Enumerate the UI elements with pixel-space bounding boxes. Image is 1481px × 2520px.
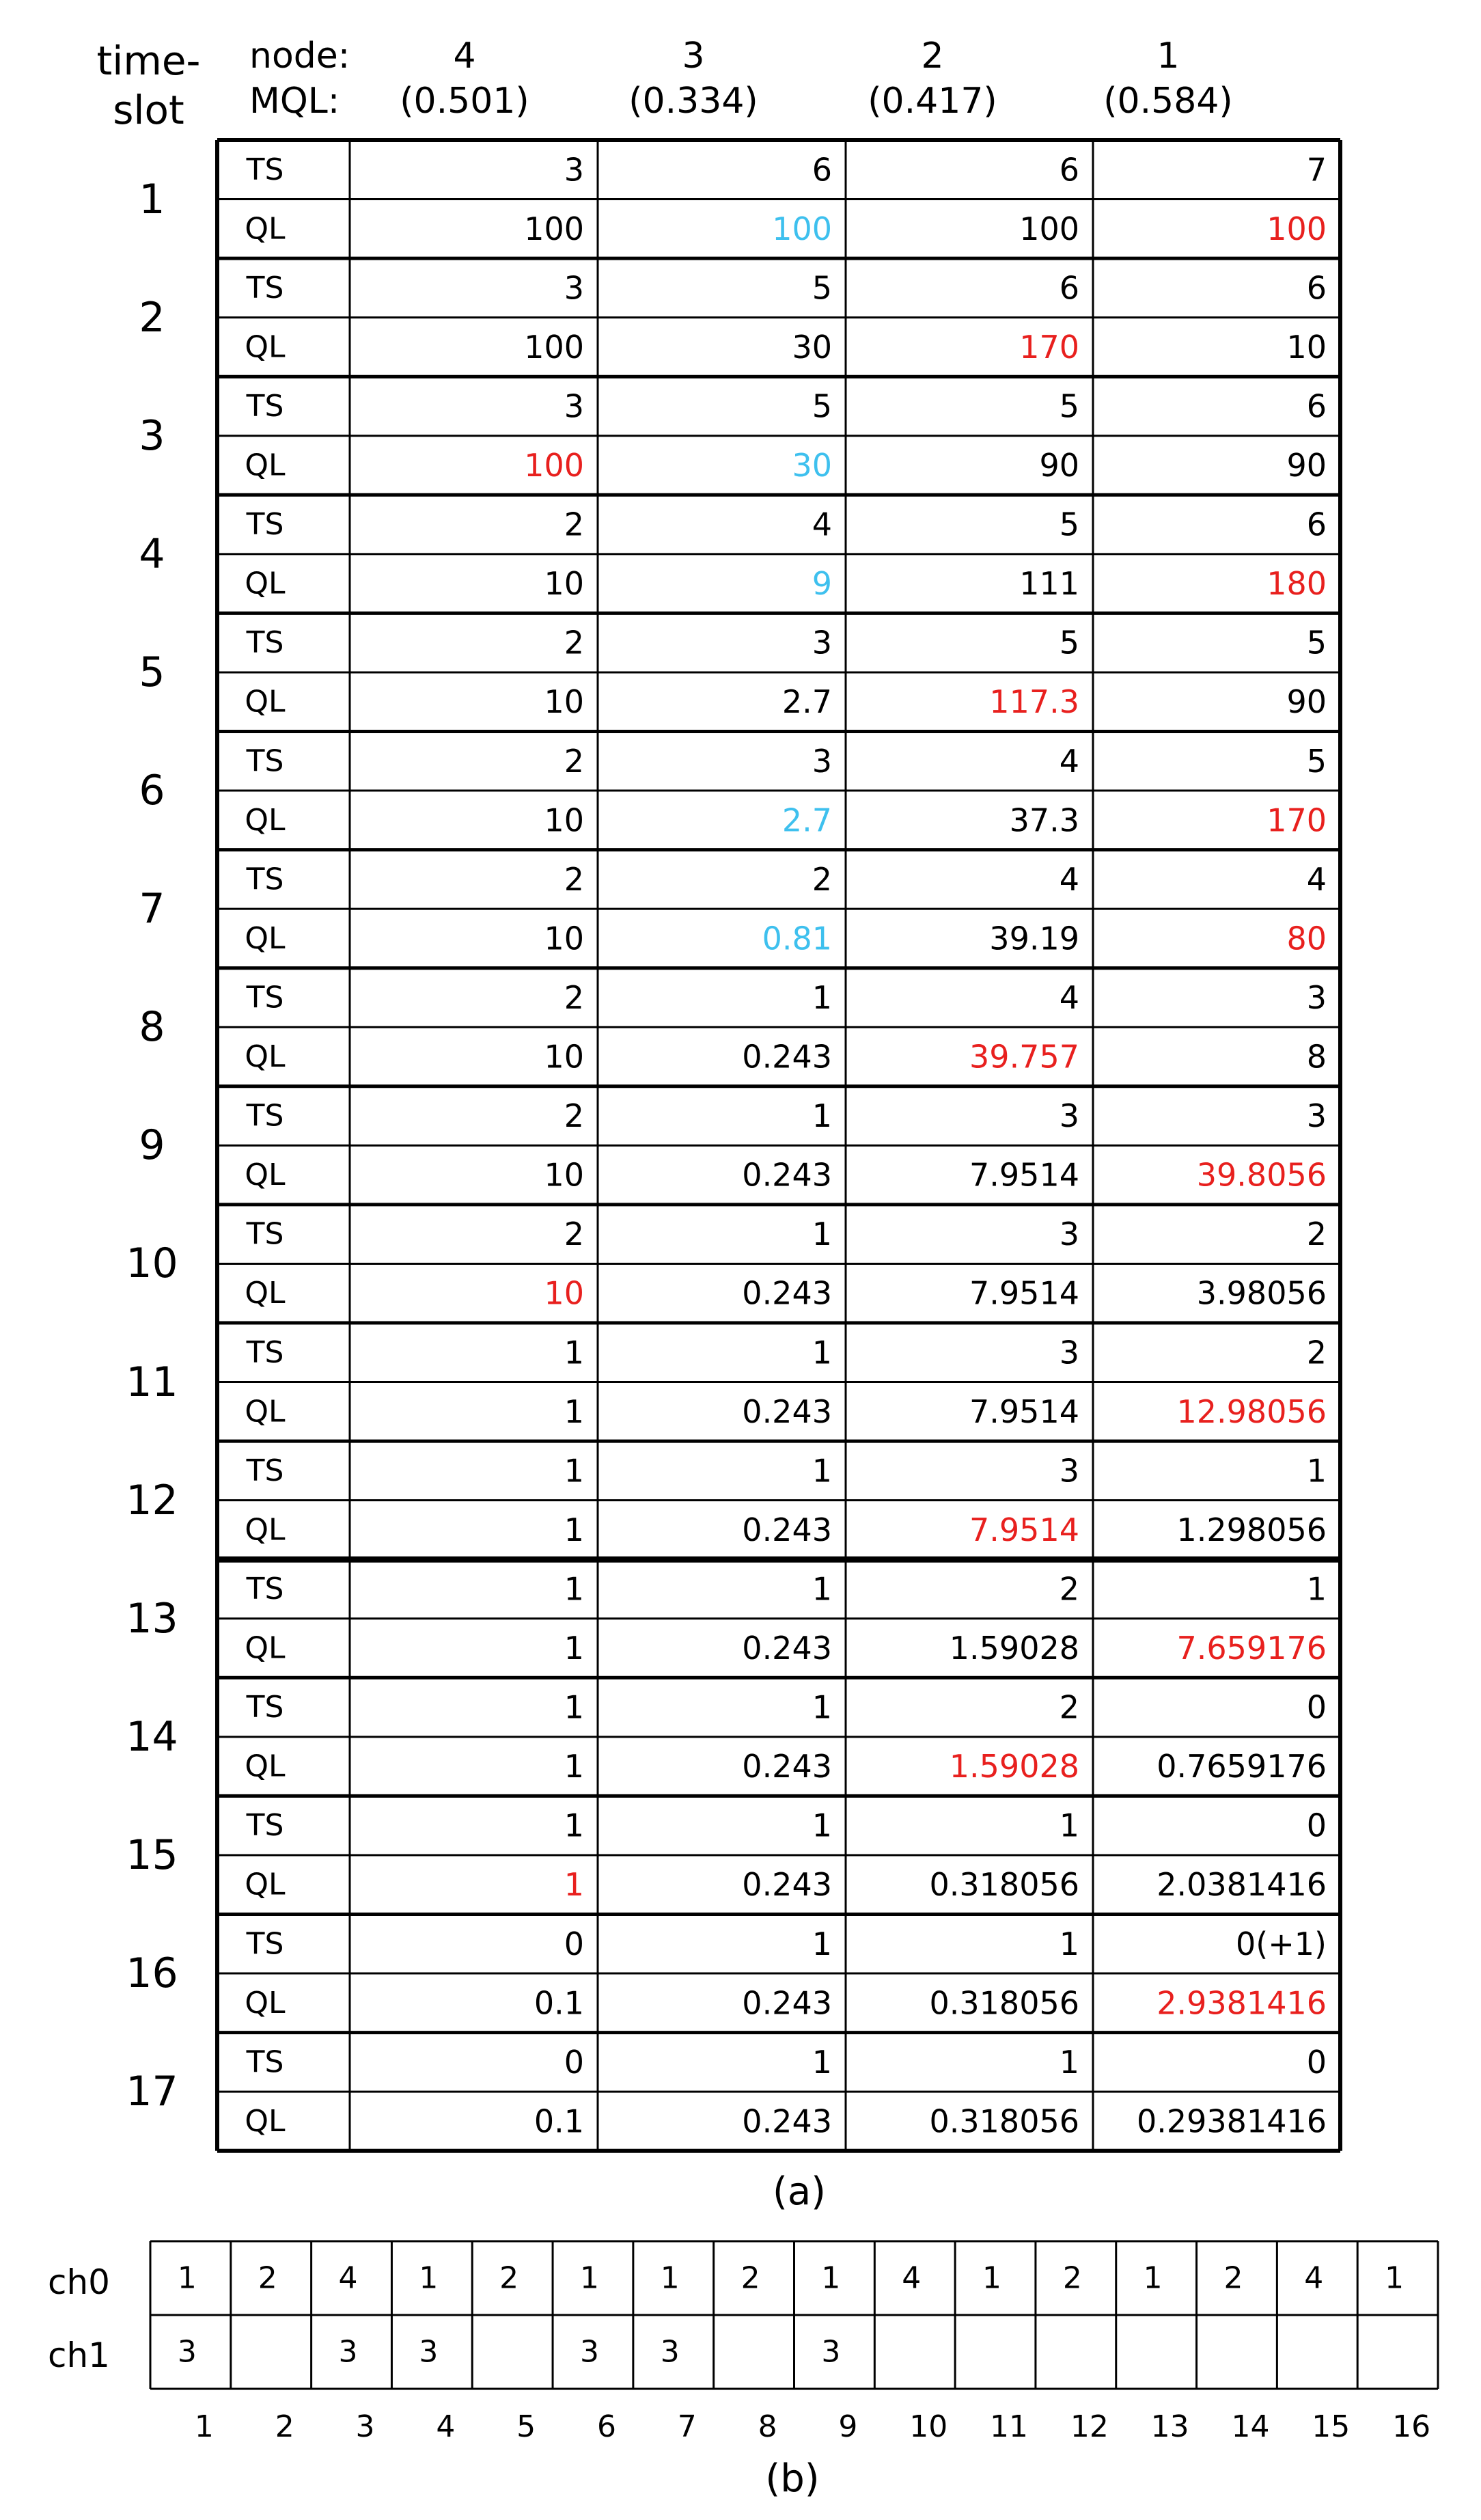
ts-cell: 3: [564, 387, 584, 425]
ch0-cell: 4: [1304, 2260, 1324, 2296]
ql-cell: 0.318056: [929, 2103, 1079, 2140]
ts-cell: 1: [812, 1688, 832, 1726]
ts-row-label: TS: [246, 1690, 284, 1725]
ts-cell: 6: [812, 151, 832, 189]
ts-cell: 5: [1306, 624, 1327, 661]
ts-cell: 2: [1306, 1216, 1327, 1253]
schedule-slot-index: 9: [838, 2409, 858, 2444]
ts-cell: 3: [564, 269, 584, 307]
schedule-slot-index: 10: [909, 2409, 948, 2444]
ch0-cell: 2: [1062, 2260, 1082, 2296]
ql-cell: 10: [544, 920, 584, 957]
ql-cell: 1: [564, 1630, 584, 1667]
ql-cell: 1: [564, 1748, 584, 1785]
ts-cell: 4: [1059, 860, 1079, 898]
ts-cell: 5: [1059, 387, 1079, 425]
timeslot-number: 3: [139, 411, 165, 460]
caption-b: (b): [765, 2456, 820, 2501]
ql-cell: 30: [792, 328, 832, 366]
ql-row-label: QL: [245, 684, 286, 720]
ql-cell: 1: [564, 1866, 584, 1904]
ch0-cell: 2: [740, 2260, 760, 2296]
ts-cell: 0: [564, 2043, 584, 2081]
ql-cell: 111: [1019, 565, 1079, 603]
ql-cell: 0.243: [742, 1748, 832, 1785]
ts-row-label: TS: [246, 1098, 284, 1134]
ts-row-label: TS: [246, 980, 284, 1015]
ql-cell: 10: [544, 565, 584, 603]
ts-cell: 2: [564, 978, 584, 1016]
ql-cell: 0.243: [742, 1156, 832, 1194]
ql-row-label: QL: [245, 211, 286, 247]
ts-cell: 1: [812, 1334, 832, 1371]
ql-cell: 1: [564, 1511, 584, 1548]
ts-cell: 1: [1306, 1570, 1327, 1608]
ch0-cell: 1: [660, 2260, 680, 2296]
ts-cell: 2: [564, 742, 584, 780]
ts-row-label: TS: [246, 1808, 284, 1844]
ql-cell: 0.243: [742, 1630, 832, 1667]
ql-row-label: QL: [245, 1867, 286, 1902]
ts-row-label: TS: [246, 1334, 284, 1370]
node-4-mql: (0.501): [400, 81, 529, 122]
node-3-label: 3: [682, 36, 705, 77]
ts-cell: 1: [1059, 1807, 1079, 1844]
ch1-cell: 3: [579, 2334, 599, 2370]
timeslot-number: 13: [126, 1594, 178, 1643]
ql-cell: 1.59028: [949, 1630, 1079, 1667]
ts-cell: 3: [1306, 1097, 1327, 1135]
ch0-cell: 1: [1143, 2260, 1163, 2296]
schedule-slot-index: 5: [516, 2409, 536, 2444]
ql-cell: 1.298056: [1176, 1511, 1327, 1548]
ts-cell: 5: [812, 269, 832, 307]
ts-cell: 1: [1059, 1925, 1079, 1962]
ts-cell: 4: [1059, 742, 1079, 780]
ql-row-label: QL: [245, 920, 286, 956]
ts-cell: 1: [812, 1216, 832, 1253]
ql-cell: 7.9514: [969, 1156, 1079, 1194]
timeslot-number: 9: [139, 1121, 165, 1170]
ql-cell: 0.243: [742, 1393, 832, 1430]
ql-cell: 2.9381416: [1157, 1984, 1327, 2022]
ch0-cell: 2: [1223, 2260, 1243, 2296]
ql-cell: 100: [772, 210, 832, 247]
ql-cell: 7.659176: [1176, 1630, 1327, 1667]
ql-cell: 0.318056: [929, 1866, 1079, 1904]
ql-cell: 0.243: [742, 1038, 832, 1076]
ql-row-label: QL: [245, 1630, 286, 1666]
ch0-cell: 2: [499, 2260, 519, 2296]
ql-cell: 100: [1019, 210, 1079, 247]
ch0-cell: 4: [338, 2260, 358, 2296]
ql-row-label: QL: [245, 1276, 286, 1311]
ts-cell: 2: [564, 506, 584, 543]
ql-cell: 0.243: [742, 1274, 832, 1312]
ts-cell: 1: [812, 2043, 832, 2081]
ql-cell: 90: [1286, 447, 1327, 484]
node-1-mql: (0.584): [1103, 81, 1233, 122]
ch0-cell: 1: [419, 2260, 439, 2296]
ql-cell: 0.7659176: [1157, 1748, 1327, 1785]
timeslot-number: 14: [126, 1712, 178, 1761]
ts-cell: 3: [1059, 1452, 1079, 1490]
node-label: node:: [249, 36, 350, 77]
schedule-slot-index: 3: [355, 2409, 375, 2444]
node-2-mql: (0.417): [868, 81, 997, 122]
schedule-slot-index: 4: [436, 2409, 456, 2444]
ts-cell: 1: [564, 1688, 584, 1726]
ts-cell: 6: [1306, 387, 1327, 425]
ql-row-label: QL: [245, 329, 286, 365]
ch0-label: ch0: [48, 2262, 110, 2302]
ql-row-label: QL: [245, 1985, 286, 2021]
ql-cell: 2.7: [781, 802, 832, 839]
ql-cell: 170: [1267, 802, 1327, 839]
timeslot-number: 11: [126, 1358, 178, 1406]
ts-cell: 6: [1306, 269, 1327, 307]
ts-cell: 3: [564, 151, 584, 189]
schedule-slot-index: 1: [194, 2409, 214, 2444]
schedule-slot-index: 12: [1070, 2409, 1109, 2444]
ql-cell: 0.243: [742, 1866, 832, 1904]
ql-cell: 37.3: [1009, 802, 1079, 839]
ts-cell: 6: [1059, 151, 1079, 189]
ql-cell: 39.757: [969, 1038, 1079, 1076]
ts-row-label: TS: [246, 1926, 284, 1962]
ts-cell: 6: [1306, 506, 1327, 543]
ts-cell: 5: [1059, 624, 1079, 661]
schedule-slot-index: 14: [1231, 2409, 1270, 2444]
timeslot-number: 16: [126, 1949, 178, 1998]
ch1-label: ch1: [48, 2336, 110, 2375]
schedule-slot-index: 7: [677, 2409, 697, 2444]
ts-cell: 0: [1306, 2043, 1327, 2081]
timeslot-number: 1: [139, 175, 165, 223]
ql-cell: 0.243: [742, 1984, 832, 2022]
ql-cell: 7.9514: [969, 1274, 1079, 1312]
schedule-slot-index: 6: [596, 2409, 616, 2444]
ts-cell: 2: [564, 1097, 584, 1135]
ql-row-label: QL: [245, 566, 286, 601]
ql-cell: 10: [544, 1038, 584, 1076]
caption-a: (a): [772, 2169, 826, 2214]
ql-cell: 10: [544, 683, 584, 721]
timeslot-number: 17: [126, 2068, 178, 2116]
ts-cell: 1: [564, 1807, 584, 1844]
ts-cell: 5: [812, 387, 832, 425]
timeslot-number: 12: [126, 1476, 178, 1524]
ch1-cell: 3: [338, 2334, 358, 2370]
ql-cell: 0.81: [762, 920, 832, 957]
ql-cell: 100: [1267, 210, 1327, 247]
timeslot-header-line1: time-: [96, 38, 201, 84]
ch1-cell: 3: [177, 2334, 197, 2370]
ql-cell: 7.9514: [969, 1393, 1079, 1430]
ql-row-label: QL: [245, 1394, 286, 1429]
timeslot-number: 10: [126, 1240, 178, 1288]
ql-cell: 0.243: [742, 1511, 832, 1548]
ts-cell: 5: [1306, 742, 1327, 780]
ch0-cell: 1: [982, 2260, 1002, 2296]
ch0-cell: 4: [902, 2260, 922, 2296]
ch0-cell: 1: [177, 2260, 197, 2296]
timeslot-number: 7: [139, 885, 165, 933]
node-4-label: 4: [453, 36, 476, 77]
ts-row-label: TS: [246, 1216, 284, 1252]
ql-cell: 10: [544, 1156, 584, 1194]
ts-cell: 3: [1059, 1216, 1079, 1253]
ts-cell: 3: [812, 624, 832, 661]
ts-cell: 1: [812, 1097, 832, 1135]
ts-cell: 4: [812, 506, 832, 543]
ts-cell: 0: [1306, 1688, 1327, 1726]
ql-cell: 10: [544, 802, 584, 839]
ch0-cell: 1: [1385, 2260, 1404, 2296]
mql-label: MQL:: [249, 81, 340, 122]
ts-row-label: TS: [246, 1571, 284, 1606]
ts-cell: 0(+1): [1236, 1925, 1327, 1962]
ts-row-label: TS: [246, 507, 284, 543]
ts-cell: 5: [1059, 506, 1079, 543]
ql-cell: 117.3: [989, 683, 1079, 721]
ts-cell: 2: [564, 860, 584, 898]
schedule-slot-index: 15: [1312, 2409, 1351, 2444]
node-1-label: 1: [1157, 36, 1180, 77]
ql-cell: 1: [564, 1393, 584, 1430]
node-2-label: 2: [921, 36, 944, 77]
ts-cell: 3: [1059, 1334, 1079, 1371]
ts-cell: 1: [1306, 1452, 1327, 1490]
ts-cell: 1: [812, 1452, 832, 1490]
timeslot-number: 5: [139, 648, 165, 696]
ql-cell: 12.98056: [1176, 1393, 1327, 1430]
timeslot-number: 15: [126, 1831, 178, 1879]
ql-row-label: QL: [245, 802, 286, 838]
ql-cell: 8: [1306, 1038, 1327, 1076]
ql-row-label: QL: [245, 448, 286, 483]
ts-cell: 0: [1306, 1807, 1327, 1844]
ts-cell: 1: [812, 1570, 832, 1608]
ch0-cell: 2: [258, 2260, 277, 2296]
ql-cell: 30: [792, 447, 832, 484]
ts-cell: 1: [812, 1925, 832, 1962]
timeslot-number: 8: [139, 1003, 165, 1052]
schedule-slot-index: 8: [758, 2409, 777, 2444]
ql-row-label: QL: [245, 1039, 286, 1075]
ql-cell: 0.1: [534, 2103, 584, 2140]
ch0-cell: 1: [579, 2260, 599, 2296]
ql-cell: 10: [1286, 328, 1327, 366]
ql-cell: 180: [1267, 565, 1327, 603]
ql-cell: 7.9514: [969, 1511, 1079, 1548]
ql-row-label: QL: [245, 1512, 286, 1548]
ql-cell: 170: [1019, 328, 1079, 366]
ts-row-label: TS: [246, 152, 284, 187]
ts-cell: 2: [1306, 1334, 1327, 1371]
ts-row-label: TS: [246, 1453, 284, 1488]
ts-cell: 2: [812, 860, 832, 898]
ql-cell: 0.29381416: [1136, 2103, 1327, 2140]
ql-row-label: QL: [245, 1749, 286, 1784]
ts-cell: 3: [1306, 978, 1327, 1016]
ql-cell: 2.7: [781, 683, 832, 721]
ts-cell: 3: [812, 742, 832, 780]
ts-cell: 1: [564, 1452, 584, 1490]
timeslot-number: 2: [139, 293, 165, 342]
ts-cell: 7: [1306, 151, 1327, 189]
ts-cell: 1: [564, 1334, 584, 1371]
ql-cell: 100: [524, 210, 584, 247]
ts-cell: 2: [564, 624, 584, 661]
timeslot-number: 4: [139, 530, 165, 578]
ts-row-label: TS: [246, 270, 284, 305]
ql-cell: 39.19: [989, 920, 1079, 957]
ts-cell: 4: [1306, 860, 1327, 898]
ts-row-label: TS: [246, 388, 284, 424]
timeslot-header-line2: slot: [113, 87, 184, 133]
ts-cell: 1: [812, 1807, 832, 1844]
ts-cell: 1: [812, 978, 832, 1016]
node-3-mql: (0.334): [628, 81, 758, 122]
ch1-cell: 3: [419, 2334, 439, 2370]
ql-cell: 80: [1286, 920, 1327, 957]
ql-cell: 1.59028: [949, 1748, 1079, 1785]
ql-cell: 9: [812, 565, 832, 603]
ql-row-label: QL: [245, 2103, 286, 2139]
ts-row-label: TS: [246, 743, 284, 779]
ql-cell: 100: [524, 328, 584, 366]
ql-cell: 3.98056: [1196, 1274, 1327, 1312]
ts-cell: 2: [1059, 1570, 1079, 1608]
ql-cell: 100: [524, 447, 584, 484]
ts-row-label: TS: [246, 625, 284, 661]
schedule-slot-index: 16: [1392, 2409, 1431, 2444]
schedule-slot-index: 11: [990, 2409, 1029, 2444]
ql-cell: 0.1: [534, 1984, 584, 2022]
schedule-slot-index: 2: [275, 2409, 294, 2444]
channel-schedule-table: [0, 2228, 1481, 2392]
ql-row-label: QL: [245, 1158, 286, 1193]
ts-cell: 6: [1059, 269, 1079, 307]
ts-cell: 0: [564, 1925, 584, 1962]
ch1-cell: 3: [660, 2334, 680, 2370]
ts-cell: 1: [1059, 2043, 1079, 2081]
ts-cell: 2: [1059, 1688, 1079, 1726]
ch0-cell: 1: [821, 2260, 841, 2296]
ql-cell: 0.318056: [929, 1984, 1079, 2022]
ql-cell: 0.243: [742, 2103, 832, 2140]
schedule-slot-index: 13: [1150, 2409, 1189, 2444]
ts-cell: 4: [1059, 978, 1079, 1016]
ql-cell: 90: [1286, 683, 1327, 721]
ch1-cell: 3: [821, 2334, 841, 2370]
ql-cell: 10: [544, 1274, 584, 1312]
ql-cell: 90: [1039, 447, 1079, 484]
ts-row-label: TS: [246, 2044, 284, 2080]
ts-cell: 2: [564, 1216, 584, 1253]
ts-cell: 3: [1059, 1097, 1079, 1135]
ql-cell: 2.0381416: [1157, 1866, 1327, 1904]
ts-cell: 1: [564, 1570, 584, 1608]
ts-row-label: TS: [246, 862, 284, 897]
ql-cell: 39.8056: [1196, 1156, 1327, 1194]
timeslot-number: 6: [139, 767, 165, 815]
